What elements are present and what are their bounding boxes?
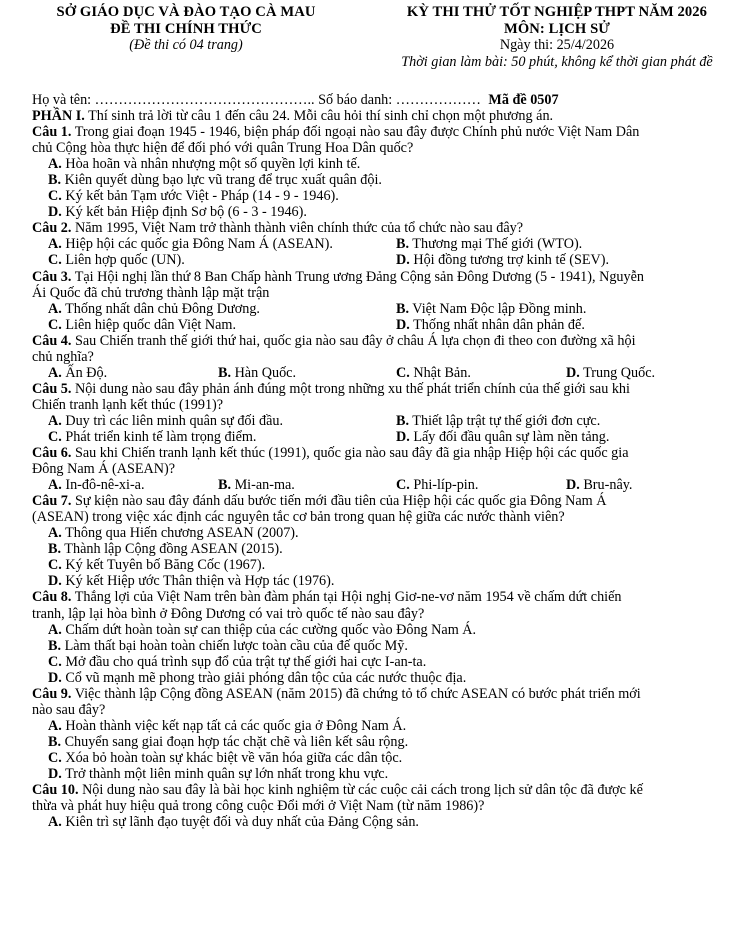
option-d[interactable]	[32, 573, 736, 589]
option-key: A.	[48, 300, 62, 317]
option-text: Kiên quyết dùng bạo lực vũ trang để trục xuất quân đội.	[61, 172, 382, 189]
option-key: D.	[48, 765, 62, 782]
option-row	[32, 429, 736, 445]
option-b[interactable]	[32, 541, 736, 557]
option-d[interactable]	[396, 252, 609, 268]
option-key: A.	[48, 814, 62, 831]
question-label: Câu 2.	[32, 220, 72, 237]
question-9	[32, 686, 736, 782]
candidate-name-label: Họ và tên:	[32, 92, 95, 108]
option-text: Trở thành một liên minh quân sự lớn nhất trong khu vực.	[61, 765, 389, 782]
option-text: Nhật Bản.	[409, 364, 471, 381]
option-key: C.	[48, 557, 62, 574]
option-a[interactable]	[48, 413, 396, 429]
question-label: Câu 1.	[32, 124, 72, 141]
question-3	[32, 269, 736, 333]
question-7	[32, 493, 736, 589]
option-text: Ấn Độ.	[61, 364, 108, 381]
question-4	[32, 333, 736, 381]
option-text: Thông qua Hiến chương ASEAN (2007).	[61, 525, 299, 542]
option-text: Cổ vũ mạnh mẽ phong trào giải phóng dân tộc của các nước thuộc địa.	[61, 669, 467, 686]
option-text: Thành lập Cộng đồng ASEAN (2015).	[61, 541, 283, 558]
option-key: C.	[396, 364, 410, 381]
option-row	[32, 252, 736, 268]
option-c[interactable]	[396, 477, 566, 493]
option-text: Thiết lập trật tự thế giới đơn cực.	[409, 412, 601, 429]
option-text: Việt Nam Độc lập Đồng minh.	[409, 300, 587, 317]
question-stem: Sau khi Chiến tranh lạnh kết thúc (1991), quốc gia nào sau đây đã gia nhập Hiệp hội các quốc gia	[71, 445, 629, 462]
option-text: Mở đầu cho quá trình sụp đổ của trật tự thế giới hai cực I-an-ta.	[61, 653, 427, 670]
question-label: Câu 9.	[32, 685, 72, 702]
exam-duration: Thời gian làm bài: 50 phút, không kể thời gian phát đề	[401, 53, 713, 70]
question-label: Câu 8.	[32, 589, 72, 606]
option-b[interactable]	[32, 734, 736, 750]
question-label: Câu 10.	[32, 782, 79, 799]
option-key: A.	[48, 236, 62, 253]
option-a[interactable]	[48, 301, 396, 317]
candidate-name-field[interactable]: ………………………………………..	[94, 92, 319, 108]
option-c[interactable]	[48, 429, 396, 445]
official-exam-label: ĐỀ THI CHÍNH THỨC	[110, 20, 262, 37]
option-a[interactable]	[32, 814, 736, 830]
question-label: Câu 4.	[32, 332, 72, 349]
option-row	[32, 301, 736, 317]
question-stem: Việc thành lập Cộng đồng ASEAN (năm 2015) đã chứng tỏ tổ chức ASEAN có bước phát triển mới	[71, 685, 641, 702]
option-a[interactable]	[48, 365, 218, 381]
option-key: B.	[48, 541, 62, 558]
question-8	[32, 589, 736, 685]
option-text: In-đô-nê-xi-a.	[61, 477, 145, 494]
option-text: Thống nhất nhân dân phản đế.	[409, 316, 585, 333]
option-a[interactable]	[32, 525, 736, 541]
option-key: D.	[48, 573, 62, 590]
exam-date: Ngày thi: 25/4/2026	[499, 37, 615, 53]
question-10	[32, 782, 736, 830]
option-row	[32, 413, 736, 429]
option-key: A.	[48, 477, 62, 494]
option-key: C.	[396, 477, 410, 494]
option-text: Phi-líp-pin.	[409, 477, 479, 494]
option-key: D.	[48, 669, 62, 686]
subject-label: MÔN: LỊCH SỬ	[503, 20, 611, 37]
question-stem: Nội dung nào sau đây phản ánh đúng một trong những xu thế phát triển chính của thế giới sau khi	[71, 380, 630, 397]
option-key: C.	[48, 749, 62, 766]
option-b[interactable]	[396, 413, 600, 429]
question-stem: Năm 1995, Việt Nam trở thành thành viên chính thức của tổ chức nào sau đây?	[71, 220, 524, 237]
option-key: B.	[396, 236, 410, 253]
question-1	[32, 124, 736, 220]
option-a[interactable]	[48, 236, 396, 252]
option-text: Trung Quốc.	[579, 364, 656, 381]
option-d[interactable]	[566, 365, 655, 381]
exam-body	[32, 92, 736, 830]
option-key: D.	[396, 252, 410, 269]
option-text: Hàn Quốc.	[231, 364, 297, 381]
option-text: Liên hợp quốc (UN).	[61, 252, 185, 269]
question-stem: Sau Chiến tranh thế giới thứ hai, quốc gia nào sau đây ở châu Á lựa chọn đi theo con đường xã hội	[71, 332, 636, 349]
option-key: B.	[218, 364, 232, 381]
option-text: Liên hiệp quốc dân Việt Nam.	[61, 316, 237, 333]
question-stem: nào sau đây?	[32, 701, 106, 718]
option-text: Thống nhất dân chủ Đông Dương.	[61, 300, 260, 317]
question-stem: (ASEAN) trong việc xác định các nguyên tắc cơ bản trong quan hệ giữa các nước thành viên?	[32, 509, 565, 526]
option-a[interactable]	[32, 718, 736, 734]
question-label: Câu 7.	[32, 493, 72, 510]
question-stem: Đông Nam Á (ASEAN)?	[32, 461, 176, 478]
question-label: Câu 5.	[32, 380, 72, 397]
option-b[interactable]	[218, 365, 396, 381]
option-text: Làm thất bại hoàn toàn chiến lược toàn cầu của đế quốc Mỹ.	[61, 637, 408, 654]
option-text: Xóa bỏ hoàn toàn sự khác biệt về văn hóa giữa các dân tộc.	[61, 749, 403, 766]
option-text: Kiên trì sự lãnh đạo tuyệt đối và duy nhất của Đảng Cộng sản.	[61, 814, 419, 831]
option-d[interactable]	[32, 204, 736, 220]
question-6	[32, 445, 736, 493]
option-text: Hòa hoãn và nhân nhượng một số quyền lợi kinh tế.	[61, 156, 361, 173]
exam-title: KỲ THI THỬ TỐT NGHIỆP THPT NĂM 2026	[406, 4, 708, 20]
option-key: A.	[48, 621, 62, 638]
option-text: Bru-nây.	[579, 477, 633, 494]
option-key: A.	[48, 717, 62, 734]
question-stem: Thắng lợi của Việt Nam trên bàn đàm phán tại Hội nghị Giơ-ne-vơ năm 1954 về chấm dứt chiến	[71, 589, 622, 606]
option-text: Ký kết Tuyên bố Băng Cốc (1967).	[61, 557, 266, 574]
option-b[interactable]	[396, 236, 582, 252]
option-row	[32, 236, 736, 252]
option-a[interactable]	[32, 156, 736, 172]
question-stem: Trong giai đoạn 1945 - 1946, biện pháp đối ngoại nào sau đây được Chính phủ nước Việt Nam Dân	[71, 124, 640, 141]
question-stem: Sự kiện nào sau đây đánh dấu bước tiến mới đầu tiên của Hiệp hội các quốc gia Đông Nam Á	[71, 493, 607, 510]
option-text: Chuyển sang giai đoạn hợp tác chặt chẽ và liên kết sâu rộng.	[61, 733, 409, 750]
question-stem: thừa và phát huy hiệu quả trong công cuộc Đổi mới ở Việt Nam (từ năm 1986)?	[32, 798, 485, 815]
question-stem: Nội dung nào sau đây là bài học kinh nghiệm từ các cuộc cải cách trong lịch sử dân tộc đã được kế	[78, 782, 643, 799]
option-key: B.	[48, 637, 62, 654]
option-text: Mi-an-ma.	[231, 477, 295, 494]
option-key: A.	[48, 364, 62, 381]
question-stem: tranh, lập lại hòa bình ở Đông Dương có vai trò quốc tế nào sau đây?	[32, 605, 425, 622]
question-stem: chủ nghĩa?	[32, 348, 94, 365]
option-a[interactable]	[48, 477, 218, 493]
option-key: A.	[48, 156, 62, 173]
option-key: B.	[218, 477, 232, 494]
option-text: Duy trì các liên minh quân sự đối đầu.	[61, 412, 284, 429]
option-c[interactable]	[48, 252, 396, 268]
option-text: Ký kết Hiệp ước Thân thiện và Hợp tác (1976).	[61, 573, 335, 590]
option-key: B.	[48, 172, 62, 189]
header-left	[0, 4, 372, 54]
option-a[interactable]	[32, 622, 736, 638]
part-text: Thí sinh trả lời từ câu 1 đến câu 24. Mỗi câu hỏi thí sinh chỉ chọn một phương án.	[84, 108, 554, 125]
option-key: D.	[48, 204, 62, 221]
option-d[interactable]	[32, 670, 736, 686]
option-key: D.	[566, 364, 580, 381]
question-label: Câu 6.	[32, 445, 72, 462]
question-2	[32, 220, 736, 268]
candidate-id-field[interactable]: ………………	[395, 92, 485, 108]
option-text: Chấm dứt hoàn toàn sự can thiệp của các cường quốc vào Đông Nam Á.	[61, 621, 477, 638]
option-key: B.	[396, 300, 410, 317]
question-stem: chủ Cộng hòa thực hiện để đối phó với quân Trung Hoa Dân quốc?	[32, 140, 414, 157]
option-key: C.	[48, 188, 62, 205]
option-d[interactable]	[566, 477, 632, 493]
option-c[interactable]	[32, 654, 736, 670]
option-text: Phát triển kinh tế làm trọng điểm.	[61, 428, 257, 445]
option-b[interactable]	[396, 301, 586, 317]
header-right	[372, 4, 742, 70]
option-b[interactable]	[32, 638, 736, 654]
option-text: Hiệp hội các quốc gia Đông Nam Á (ASEAN).	[61, 236, 333, 253]
question-stem: Tại Hội nghị lần thứ 8 Ban Chấp hành Trung ương Đảng Cộng sản Đông Dương (5 - 1941), Nguyễn	[71, 268, 644, 285]
option-key: D.	[566, 477, 580, 494]
option-text: Ký kết bản Hiệp định Sơ bộ (6 - 3 - 1946).	[61, 204, 307, 221]
question-stem: Ái Quốc đã chủ trương thành lập mặt trận	[32, 284, 270, 301]
option-b[interactable]	[32, 172, 736, 188]
option-d[interactable]	[32, 766, 736, 782]
department-name: SỞ GIÁO DỤC VÀ ĐÀO TẠO CÀ MAU	[56, 4, 316, 20]
option-d[interactable]	[396, 429, 609, 445]
candidate-info-line	[32, 92, 736, 108]
option-key: D.	[396, 428, 410, 445]
option-b[interactable]	[218, 477, 396, 493]
part-label: PHẦN I.	[32, 108, 85, 125]
option-key: C.	[48, 428, 62, 445]
option-text: Hoàn thành việc kết nạp tất cả các quốc gia ở Đông Nam Á.	[61, 717, 407, 734]
option-key: A.	[48, 525, 62, 542]
option-key: C.	[48, 316, 62, 333]
option-d[interactable]	[396, 317, 585, 333]
option-c[interactable]	[32, 188, 736, 204]
option-key: C.	[48, 653, 62, 670]
option-c[interactable]	[48, 317, 396, 333]
candidate-id-label: Số báo danh:	[318, 92, 396, 108]
option-key: A.	[48, 412, 62, 429]
question-stem: Chiến tranh lạnh kết thúc (1991)?	[32, 396, 224, 413]
option-c[interactable]	[396, 365, 566, 381]
part-instruction	[32, 108, 736, 124]
option-text: Ký kết bản Tạm ước Việt - Pháp (14 - 9 - 1946).	[61, 188, 339, 205]
option-key: C.	[48, 252, 62, 269]
option-key: B.	[48, 733, 62, 750]
option-text: Hội đồng tương trợ kinh tế (SEV).	[409, 252, 610, 269]
option-c[interactable]	[32, 750, 736, 766]
exam-code: Mã đề 0507	[488, 92, 559, 108]
option-text: Lấy đối đầu quân sự làm nền tảng.	[409, 428, 610, 445]
option-row	[32, 365, 736, 381]
option-key: B.	[396, 412, 410, 429]
option-row	[32, 477, 736, 493]
option-row	[32, 317, 736, 333]
question-5	[32, 381, 736, 445]
page-count-note: (Đề thi có 04 trang)	[129, 37, 243, 53]
question-label: Câu 3.	[32, 268, 72, 285]
option-c[interactable]	[32, 557, 736, 573]
option-text: Thương mại Thế giới (WTO).	[409, 236, 583, 253]
option-key: D.	[396, 316, 410, 333]
